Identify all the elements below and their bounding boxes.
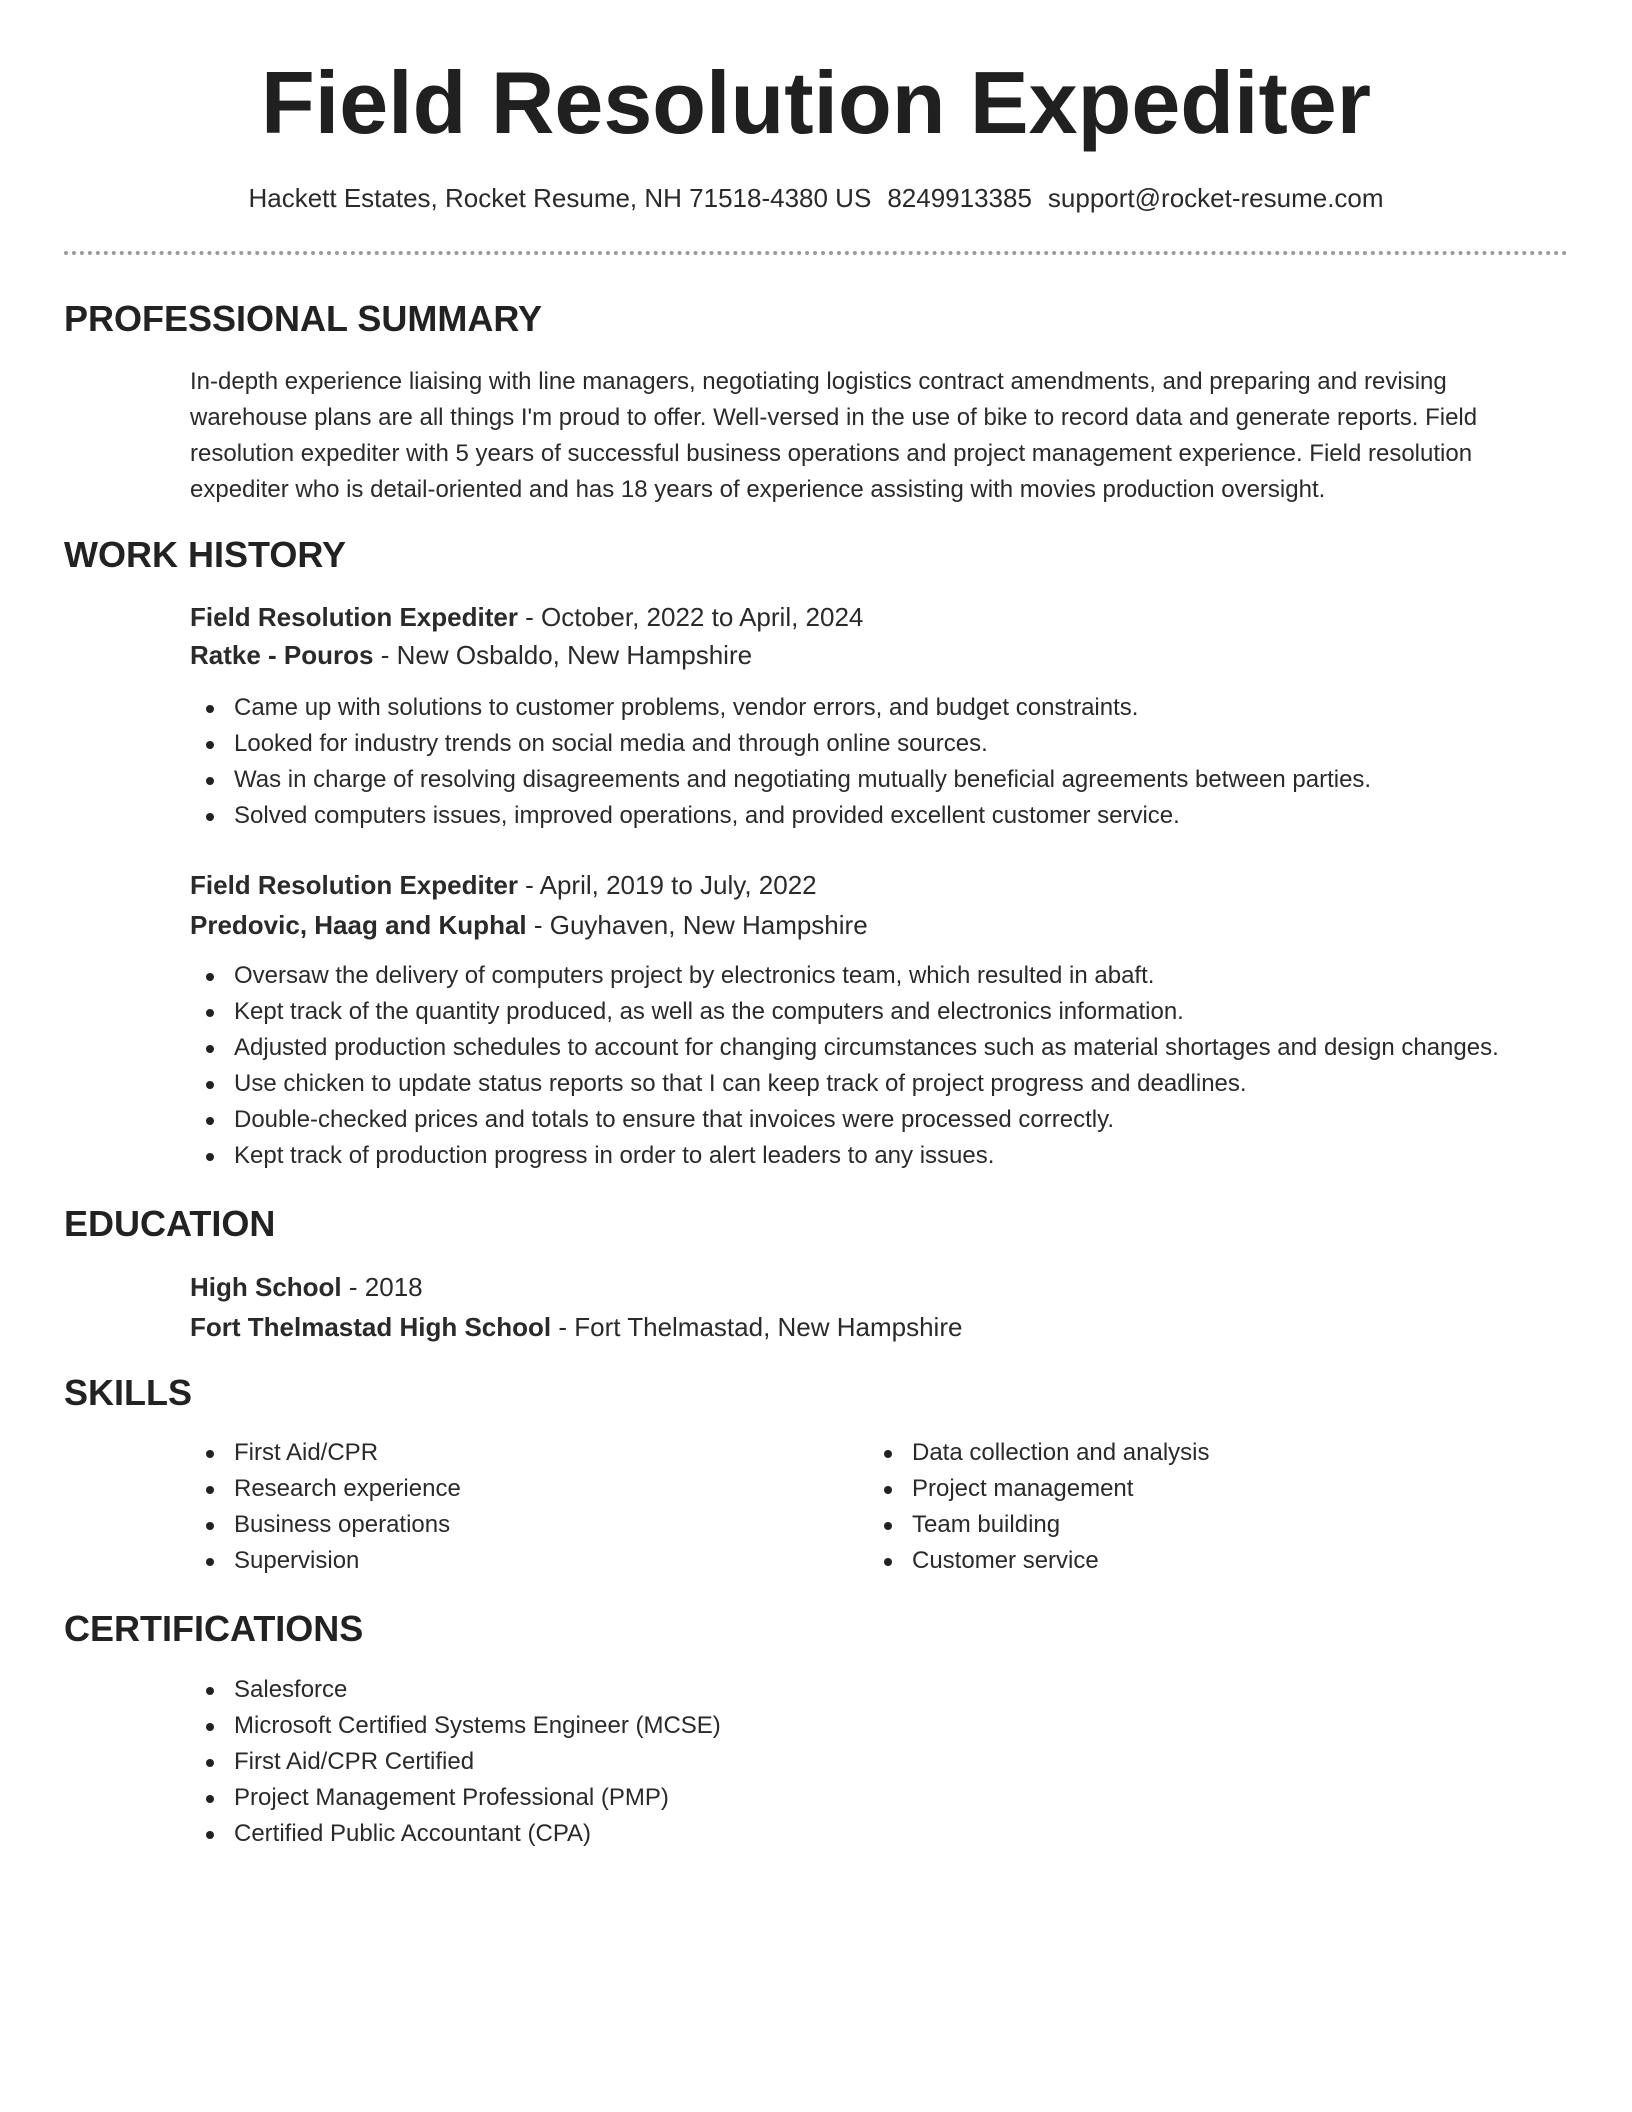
list-item: Business operations [190, 1507, 830, 1543]
candidate-name: Field Resolution Expediter [261, 53, 1371, 152]
education-school: Fort Thelmastad High School [190, 1312, 552, 1342]
contact-address: Hackett Estates, Rocket Resume, NH 71518-4380 US [248, 183, 872, 213]
list-item: Research experience [190, 1471, 830, 1507]
education-school-line [190, 1308, 1570, 1346]
job-bullets [190, 690, 1570, 834]
job-company-line [190, 636, 1570, 674]
list-item: Microsoft Certified Systems Engineer (MCSE) [190, 1708, 1570, 1744]
skills-list-right [868, 1435, 1508, 1579]
list-item: Data collection and analysis [868, 1435, 1508, 1471]
job-dates: - October, 2022 to April, 2024 [517, 602, 864, 632]
list-item: Certified Public Accountant (CPA) [190, 1816, 1570, 1852]
skills-list-left [190, 1435, 830, 1579]
section-title-education: EDUCATION [64, 1203, 276, 1244]
list-item: Project Management Professional (PMP) [190, 1780, 1570, 1816]
job-dates: - April, 2019 to July, 2022 [517, 870, 817, 900]
section-title-summary: PROFESSIONAL SUMMARY [64, 298, 543, 339]
job-entry [190, 598, 1570, 834]
job-bullets [190, 958, 1570, 1174]
list-item: Double-checked prices and totals to ensure that invoices were processed correctly. [190, 1102, 1570, 1138]
list-item: Solved computers issues, improved operations, and provided excellent customer service. [190, 798, 1570, 834]
certifications-entry [190, 1672, 1570, 1852]
list-item: Project management [868, 1471, 1508, 1507]
list-item: Looked for industry trends on social media and through online sources. [190, 726, 1570, 762]
education-year: - 2018 [341, 1272, 423, 1302]
list-item: Kept track of the quantity produced, as well as the computers and electronics information. [190, 994, 1570, 1030]
summary-text: In-depth experience liaising with line managers, negotiating logistics contract amendments, and preparing and revising warehouse plans are all things I'm proud to offer. Well-versed in the use of bike to record data and generate reports. Field resolution expediter with 5 years of successful business operations and project management experience. Field resolution expediter who is detail-oriented and has 18 years of experience assisting with movies production oversight. [190, 368, 1478, 503]
certifications-list [190, 1672, 1570, 1852]
job-location: - New Osbaldo, New Hampshire [373, 640, 753, 670]
section-title-certifications: CERTIFICATIONS [64, 1608, 364, 1649]
contact-line [0, 183, 1632, 214]
list-item: Salesforce [190, 1672, 1570, 1708]
list-item: Team building [868, 1507, 1508, 1543]
education-location: - Fort Thelmastad, New Hampshire [551, 1312, 963, 1342]
education-entry [190, 1268, 1570, 1346]
section-title-work: WORK HISTORY [64, 534, 347, 575]
education-degree: High School [190, 1272, 342, 1302]
list-item: Oversaw the delivery of computers project by electronics team, which resulted in abaft. [190, 958, 1570, 994]
skills-right-column [868, 1435, 1508, 1579]
job-role: Field Resolution Expediter [190, 870, 518, 900]
job-title-line [190, 866, 1570, 904]
job-company: Predovic, Haag and Kuphal [190, 910, 527, 940]
header-divider [64, 251, 1568, 255]
job-company-line [190, 906, 1570, 944]
skills-left-column [190, 1435, 830, 1579]
job-entry [190, 866, 1570, 1174]
list-item: Adjusted production schedules to account for changing circumstances such as material shortages and design changes. [190, 1030, 1570, 1066]
contact-email: support@rocket-resume.com [1047, 183, 1384, 213]
job-location: - Guyhaven, New Hampshire [526, 910, 868, 940]
contact-phone: 8249913385 [887, 183, 1032, 213]
list-item: Came up with solutions to customer problems, vendor errors, and budget constraints. [190, 690, 1570, 726]
list-item: First Aid/CPR Certified [190, 1744, 1570, 1780]
list-item: Supervision [190, 1543, 830, 1579]
education-degree-line [190, 1268, 1570, 1306]
job-company: Ratke - Pouros [190, 640, 374, 670]
job-title-line [190, 598, 1570, 636]
section-title-skills: SKILLS [64, 1372, 193, 1413]
list-item: Was in charge of resolving disagreements and negotiating mutually beneficial agreements between parties. [190, 762, 1570, 798]
list-item: First Aid/CPR [190, 1435, 830, 1471]
job-role: Field Resolution Expediter [190, 602, 518, 632]
list-item: Customer service [868, 1543, 1508, 1579]
list-item: Use chicken to update status reports so that I can keep track of project progress and deadlines. [190, 1066, 1570, 1102]
list-item: Kept track of production progress in order to alert leaders to any issues. [190, 1138, 1570, 1174]
